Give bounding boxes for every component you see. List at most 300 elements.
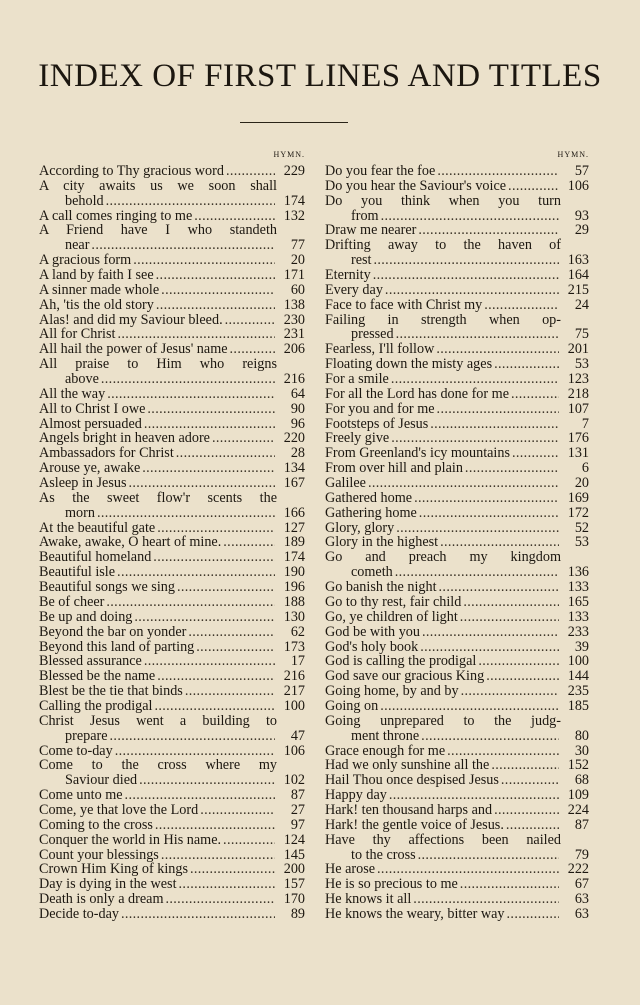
entry-title: cometh	[351, 564, 393, 581]
leader-dots	[106, 595, 275, 610]
entry-title: Awake, awake, O heart of mine.	[39, 534, 222, 551]
entry-title: above	[65, 371, 99, 388]
entry-line	[325, 580, 589, 595]
index-entry	[325, 298, 589, 313]
leader-dots	[389, 788, 559, 803]
index-entry	[325, 833, 589, 863]
entry-title: Come, ye that love the Lord	[39, 801, 199, 818]
entry-title: All for Christ	[39, 326, 116, 343]
index-entry	[325, 194, 589, 224]
page-title: INDEX OF FIRST LINES AND TITLES	[38, 58, 602, 94]
entry-line	[39, 729, 305, 744]
hymn-number: 7	[581, 415, 589, 432]
hymn-number: 190	[283, 564, 305, 581]
index-entry	[325, 580, 589, 595]
leader-dots	[377, 862, 559, 877]
leader-dots	[157, 521, 275, 536]
hymn-number: 57	[574, 163, 589, 179]
leader-dots	[478, 654, 559, 669]
index-entry	[39, 253, 305, 268]
index-entry	[39, 803, 305, 818]
entry-line	[325, 179, 589, 194]
entry-line	[325, 521, 589, 536]
leader-dots	[212, 431, 275, 446]
entry-line	[325, 327, 589, 342]
entry-title: A gracious form	[39, 252, 132, 269]
hymn-number: 200	[283, 861, 305, 878]
index-entry	[325, 357, 589, 372]
hymn-number: 53	[574, 356, 589, 373]
hymn-number: 24	[574, 296, 589, 313]
entry-line	[39, 877, 305, 892]
hymn-number: 27	[290, 801, 305, 818]
entry-line	[325, 803, 589, 818]
entry-line	[325, 788, 589, 803]
leader-dots	[507, 907, 559, 922]
entry-title: Beyond the bar on yonder	[39, 623, 187, 640]
hymn-number: 106	[283, 742, 305, 759]
leader-dots	[460, 610, 559, 625]
leader-dots	[91, 238, 275, 253]
entry-title: to the cross	[351, 846, 416, 863]
entry-line	[325, 773, 589, 788]
index-entry	[325, 446, 589, 461]
entry-title: From over hill and plain	[325, 460, 463, 477]
leader-dots	[465, 461, 559, 476]
index-entry	[325, 372, 589, 387]
entry-title: He arose	[325, 861, 376, 878]
hymn-number: 63	[574, 905, 589, 922]
entry-line	[39, 848, 305, 863]
entry-title: All the way	[39, 385, 106, 402]
entry-title: Eternity	[325, 267, 371, 284]
hymn-number: 47	[290, 727, 305, 744]
leader-dots	[155, 818, 275, 833]
index-entry	[39, 669, 305, 684]
index-entry	[325, 907, 589, 922]
leader-dots	[385, 283, 559, 298]
entry-line	[325, 476, 589, 491]
entry-title: Go, ye children of light	[325, 608, 458, 625]
entry-title: Coming to the cross	[39, 816, 153, 833]
entry-title: Be of cheer	[39, 593, 105, 610]
hymn-number: 167	[283, 475, 305, 492]
index-entry	[325, 714, 589, 744]
entry-title: Blest be the tie that binds	[39, 683, 183, 700]
entry-line	[325, 491, 589, 506]
index-entry	[325, 684, 589, 699]
leader-dots	[460, 877, 559, 892]
index-entry	[325, 803, 589, 818]
entry-title: pressed	[351, 326, 394, 343]
entry-line	[325, 848, 589, 863]
hymn-number: 89	[290, 905, 305, 922]
leader-dots	[420, 640, 559, 655]
hymn-number: 230	[283, 311, 305, 328]
hymn-number: 132	[283, 207, 305, 224]
entry-line	[325, 535, 589, 550]
index-entry	[39, 461, 305, 476]
hymn-number: 201	[567, 341, 589, 358]
hymn-number: 90	[290, 400, 305, 417]
hymn-number: 218	[567, 385, 589, 402]
hymn-number: 100	[283, 697, 305, 714]
hymn-number: 64	[290, 385, 305, 402]
entry-line	[39, 461, 305, 476]
leader-dots	[128, 476, 275, 491]
hymn-number: 6	[581, 460, 589, 477]
entry-line	[325, 253, 589, 268]
entry-line	[39, 788, 305, 803]
entry-line	[39, 892, 305, 907]
hymn-number: 163	[567, 252, 589, 269]
entry-line	[39, 506, 305, 521]
leader-dots	[196, 640, 275, 655]
index-entry	[325, 387, 589, 402]
entry-line	[39, 684, 305, 699]
entry-title: Beautiful songs we sing	[39, 579, 175, 596]
leader-dots	[179, 877, 275, 892]
index-entry	[325, 862, 589, 877]
leader-dots	[144, 417, 275, 432]
entry-line	[325, 298, 589, 313]
hymn-number: 144	[567, 668, 589, 685]
hymn-number: 87	[574, 816, 589, 833]
entry-title: Going on	[325, 697, 379, 714]
hymn-number: 215	[567, 281, 589, 298]
entry-title: According to Thy gracious word	[39, 163, 224, 179]
entry-title: ment throne	[351, 727, 420, 744]
index-entry	[325, 758, 589, 773]
hymn-number: 102	[283, 772, 305, 789]
entry-title: Alas! and did my Saviour bleed.	[39, 311, 223, 328]
index-column-right	[325, 150, 589, 922]
leader-dots	[117, 327, 275, 342]
entry-line	[39, 580, 305, 595]
entry-title: Grace enough for me	[325, 742, 446, 759]
leader-dots	[139, 773, 275, 788]
leader-dots	[153, 550, 275, 565]
index-entry	[39, 327, 305, 342]
entry-line	[325, 595, 589, 610]
hymn-number: 134	[283, 460, 305, 477]
index-entry	[39, 535, 305, 550]
entry-title: near	[65, 237, 90, 254]
index-entry	[39, 788, 305, 803]
hymn-number: 53	[574, 534, 589, 551]
index-entry	[39, 654, 305, 669]
index-column-left	[39, 150, 305, 922]
entry-line	[39, 476, 305, 491]
entry-title: Count your blessings	[39, 846, 159, 863]
leader-dots	[177, 580, 275, 595]
hymn-number: 157	[283, 876, 305, 893]
leader-dots	[501, 773, 559, 788]
entry-title: God save our gracious King	[325, 668, 485, 685]
index-entry	[325, 640, 589, 655]
hymn-number: 39	[574, 638, 589, 655]
leader-dots	[437, 164, 559, 179]
entry-line	[325, 654, 589, 669]
hymn-number: 20	[574, 475, 589, 492]
leader-dots	[115, 744, 275, 759]
index-entry	[39, 283, 305, 298]
entry-title: Death is only a dream	[39, 891, 164, 908]
entry-line	[39, 209, 305, 224]
entry-title: Beautiful isle	[39, 564, 116, 581]
hymn-number: 173	[283, 638, 305, 655]
entry-title: Every day	[325, 281, 383, 298]
entry-line	[39, 833, 305, 848]
hymn-number: 30	[574, 742, 589, 759]
entry-line	[325, 758, 589, 773]
hymn-number: 152	[567, 757, 589, 774]
leader-dots	[421, 729, 559, 744]
entry-line	[39, 535, 305, 550]
index-entry	[39, 268, 305, 283]
entry-title: A sinner made whole	[39, 281, 160, 298]
entry-title: Crown Him King of kings	[39, 861, 188, 878]
entry-title: Day is dying in the west	[39, 876, 177, 893]
index-entry	[325, 417, 589, 432]
index-entry	[325, 431, 589, 446]
entry-title: Face to face with Christ my	[325, 296, 483, 313]
entry-line	[39, 862, 305, 877]
entry-title: He is so precious to me	[325, 876, 458, 893]
entry-line	[325, 729, 589, 744]
entry-line	[325, 744, 589, 759]
entry-title-line: A Friend have I who standeth	[39, 222, 277, 239]
entry-title-line: Come to the cross where my	[39, 757, 277, 774]
entry-title: Glory, glory	[325, 519, 395, 536]
index-entry	[39, 565, 305, 580]
index-entry	[39, 877, 305, 892]
hymn-number: 29	[574, 222, 589, 239]
hymn-number: 87	[290, 787, 305, 804]
entry-line	[39, 907, 305, 922]
hymn-number: 100	[567, 653, 589, 670]
index-entry	[39, 313, 305, 328]
index-entry	[325, 699, 589, 714]
title-rule	[240, 122, 348, 123]
hymn-number: 17	[290, 653, 305, 670]
leader-dots	[157, 669, 275, 684]
index-entry	[325, 283, 589, 298]
index-entry	[325, 535, 589, 550]
entry-title-line: As the sweet flow'r scents the	[39, 489, 277, 506]
hymn-number: 138	[283, 296, 305, 313]
leader-dots	[185, 684, 275, 699]
index-entry	[325, 402, 589, 417]
entry-line	[325, 283, 589, 298]
hymn-number: 127	[283, 519, 305, 536]
entry-line	[325, 625, 589, 640]
leader-dots	[134, 610, 275, 625]
index-entry	[39, 848, 305, 863]
entry-title: Almost persuaded	[39, 415, 142, 432]
entry-title: All hail the power of Jesus' name	[39, 341, 228, 358]
entry-title: Hail Thou once despised Jesus	[325, 772, 499, 789]
hymn-number: 67	[574, 876, 589, 893]
index-entry	[325, 476, 589, 491]
index-entry	[39, 744, 305, 759]
entry-title-line: Do you think when you turn	[325, 192, 561, 209]
index-entry	[39, 862, 305, 877]
entry-title: Galilee	[325, 475, 366, 492]
entry-title: For all the Lord has done for me	[325, 385, 509, 402]
entry-line	[39, 744, 305, 759]
leader-dots	[418, 223, 559, 238]
entry-title: Come unto me	[39, 787, 123, 804]
entry-title: Hark! ten thousand harps and	[325, 801, 493, 818]
hymn-number: 60	[290, 281, 305, 298]
entry-line	[325, 907, 589, 922]
entry-title: rest	[351, 252, 372, 269]
leader-dots	[484, 298, 559, 313]
hymn-number: 216	[283, 668, 305, 685]
entry-title: Ambassadors for Christ	[39, 445, 174, 462]
entry-title: All to Christ I owe	[39, 400, 146, 417]
leader-dots	[512, 446, 559, 461]
index-entry	[325, 179, 589, 194]
leader-dots	[156, 298, 275, 313]
index-entry	[39, 833, 305, 848]
entry-title: For a smile	[325, 371, 389, 388]
leader-dots	[396, 327, 559, 342]
hymn-number: 165	[567, 593, 589, 610]
hymn-number: 176	[567, 430, 589, 447]
index-entry	[39, 223, 305, 253]
entry-title-line: Christ Jesus went a building to	[39, 712, 277, 729]
hymn-number: 136	[567, 564, 589, 581]
leader-dots	[506, 818, 559, 833]
entry-title: Ah, 'tis the old story	[39, 296, 154, 313]
index-entry	[325, 877, 589, 892]
entry-title: Decide to-day	[39, 905, 119, 922]
entry-title: A land by faith I see	[39, 267, 154, 284]
leader-dots	[491, 758, 559, 773]
entry-title: He knows the weary, bitter way	[325, 905, 505, 922]
entry-title: Footsteps of Jesus	[325, 415, 429, 432]
entry-title: Gathering home	[325, 504, 417, 521]
entry-title: God's holy book	[325, 638, 419, 655]
leader-dots	[374, 253, 560, 268]
leader-dots	[166, 892, 276, 907]
hymn-number: 80	[574, 727, 589, 744]
leader-dots	[440, 535, 559, 550]
hymn-number: 145	[283, 846, 305, 863]
hymn-number: 97	[290, 816, 305, 833]
index-entry	[325, 223, 589, 238]
leader-dots	[508, 179, 559, 194]
leader-dots	[190, 862, 275, 877]
hymn-column-header: HYMN.	[273, 150, 305, 159]
hymn-number: 124	[283, 831, 305, 848]
leader-dots	[121, 907, 275, 922]
hymn-number: 174	[283, 192, 305, 209]
leader-dots	[395, 565, 559, 580]
index-entry	[325, 238, 589, 268]
index-entry	[325, 521, 589, 536]
hymn-number: 185	[567, 697, 589, 714]
entry-line	[39, 387, 305, 402]
entry-line	[325, 342, 589, 357]
index-entry	[39, 342, 305, 357]
entry-line	[325, 565, 589, 580]
index-entry	[325, 506, 589, 521]
index-entry	[39, 298, 305, 313]
hymn-number: 131	[567, 445, 589, 462]
index-entry	[39, 684, 305, 699]
entry-line	[325, 223, 589, 238]
hymn-number: 164	[567, 267, 589, 284]
index-entry	[39, 907, 305, 922]
leader-dots	[110, 729, 275, 744]
hymn-number: 174	[283, 549, 305, 566]
leader-dots	[194, 209, 275, 224]
entry-line	[39, 803, 305, 818]
leader-dots	[223, 833, 275, 848]
leader-dots	[154, 699, 275, 714]
leader-dots	[188, 625, 275, 640]
hymn-number: 106	[567, 177, 589, 194]
entry-title: Had we only sunshine all the	[325, 757, 490, 774]
index-entry	[39, 595, 305, 610]
hymn-number: 220	[283, 430, 305, 447]
leader-dots	[437, 402, 559, 417]
leader-dots	[396, 521, 559, 536]
hymn-number: 196	[283, 579, 305, 596]
entry-title: Angels bright in heaven adore	[39, 430, 210, 447]
entry-line	[39, 268, 305, 283]
entry-title: Beyond this land of parting	[39, 638, 195, 655]
entry-line	[39, 283, 305, 298]
index-entry	[325, 595, 589, 610]
leader-dots	[494, 803, 559, 818]
leader-dots	[380, 699, 559, 714]
entry-line	[39, 699, 305, 714]
index-entry	[39, 491, 305, 521]
index-entry	[39, 818, 305, 833]
entry-line	[325, 209, 589, 224]
entry-line	[39, 164, 305, 179]
entry-line	[325, 669, 589, 684]
entry-line	[325, 699, 589, 714]
entry-line	[325, 402, 589, 417]
leader-dots	[125, 788, 275, 803]
index-entry	[325, 654, 589, 669]
leader-dots	[225, 313, 275, 328]
entry-line	[325, 164, 589, 179]
index-entry	[325, 491, 589, 506]
entry-line	[325, 862, 589, 877]
entry-title: At the beautiful gate	[39, 519, 156, 536]
hymn-number: 233	[567, 623, 589, 640]
hymn-number: 130	[283, 608, 305, 625]
hymn-number: 216	[283, 371, 305, 388]
index-entry	[39, 714, 305, 744]
index-entry	[325, 625, 589, 640]
entry-title: Hark! the gentle voice of Jesus.	[325, 816, 504, 833]
leader-dots	[463, 595, 559, 610]
entry-title-line: Going unprepared to the judg-	[325, 712, 561, 729]
entry-title: Go to thy rest, fair child	[325, 593, 462, 610]
entry-title: Come to-day	[39, 742, 113, 759]
index-entry	[39, 431, 305, 446]
index-entry	[39, 179, 305, 209]
hymn-number: 63	[574, 891, 589, 908]
index-entry	[39, 402, 305, 417]
